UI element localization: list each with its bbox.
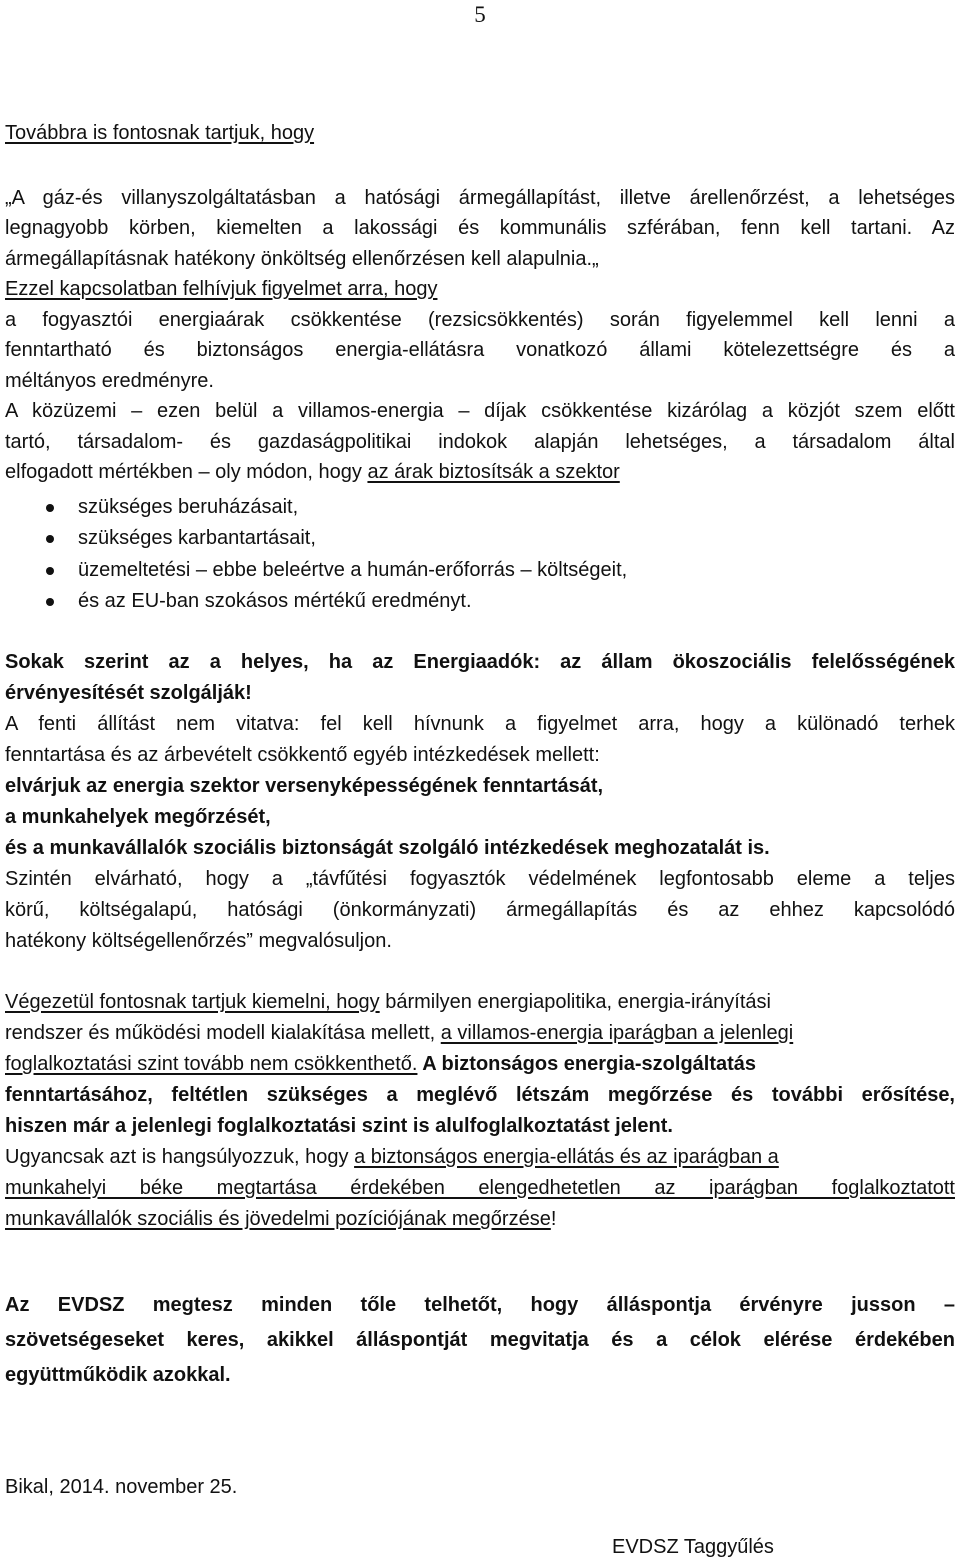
p1-line-2: fenntartható és biztonságos energia-ellátásra vonatkozó állami kötelezettségre és a [5,339,955,361]
p6-line-1-underlined: a biztonságos energia-ellátás és az iparágban a [354,1146,779,1168]
p5-line-4: fenntartásához, feltétlen szükséges a meglévő létszám megőrzése és további erősítése, [5,1084,955,1106]
p5-line-1-underlined: Végezetül fontosnak tartjuk kiemelni, hogy [5,991,380,1013]
p3-line-1: A fenti állítást nem vitatva: fel kell hívnunk a figyelmet arra, hogy a különadó terhek [5,713,955,735]
place-date: Bikal, 2014. november 25. [5,1476,238,1498]
p5-line-1-plain: bármilyen energiapolitika, energia-irányítási [379,991,771,1013]
page-number: 5 [474,2,486,27]
p3-line-2: fenntartása és az árbevételt csökkentő egyéb intézkedések mellett: [5,744,600,766]
bold1-line-1: Sokak szerint az a helyes, ha az Energiaadók: az állam ökoszociális felelősségének [5,651,955,673]
heading: Továbbra is fontosnak tartjuk, hogy [5,122,315,144]
p4-line-3: hatékony költségellenőrzés” megvalósuljon. [5,930,392,952]
p4-line-2: körű, költségalapú, hatósági (önkormányzati) ármegállapítás és az ehhez kapcsolódó [5,899,955,921]
p6-line-2: munkahelyi béke megtartása érdekében elengedhetetlen az iparágban foglalkoztatott [5,1177,955,1199]
p5-line-5: hiszen már a jelenlegi foglalkoztatási szint is alulfoglalkoztatást jelent. [5,1115,673,1137]
quote-line-3: ármegállapításnak hatékony önköltség ellenőrzésen kell alapulnia.„ [5,248,599,270]
bullet-dot-icon [46,567,54,575]
closing-line-3: együttműködik azokkal. [5,1364,231,1386]
p2-line-1: A közüzemi – ezen belül a villamos-energia – díjak csökkentése kizárólag a közjót szem előtt [5,400,955,422]
p5-line-2 [5,1018,955,1049]
quote-line-2: legnagyobb körben, kiemelten a lakossági és kommunális szférában, fenn kell tartani. Az [5,217,955,239]
p1-line-1: a fogyasztói energiaárak csökkentése (rezsicsökkentés) során figyelemmel kell lenni a [5,309,955,331]
p5-line-3-bold: A biztonságos energia-szolgáltatás [417,1053,757,1075]
bullet-dot-icon [46,598,54,606]
bullet-dot-icon [46,535,54,543]
bold1-line-2: érvényesítését szolgálják! [5,682,252,704]
p1-intro: Ezzel kapcsolatban felhívjuk figyelmet arra, hogy [5,278,438,300]
p6-line-1-plain: Ugyancsak azt is hangsúlyozzuk, hogy [5,1146,355,1168]
bold2-line-1: elvárjuk az energia szektor versenyképességének fenntartását, [5,775,604,797]
closing-line-1: Az EVDSZ megtesz minden tőle telhetőt, hogy álláspontja érvényre jusson – [5,1294,955,1316]
closing-line-2: szövetségeseket keres, akikkel álláspontját megvitatja és a célok elérése érdekében [5,1329,955,1351]
bullet-dot-icon [46,504,54,512]
p6-line-3-underlined: munkavállalók szociális és jövedelmi pozíciójának megőrzése [5,1208,551,1230]
p2-line-3-underlined: az árak biztosítsák a szektor [367,461,620,483]
p2-line-3 [5,457,955,488]
p5-line-1 [5,987,955,1018]
p6-line-3 [5,1204,955,1235]
p6-line-1 [5,1142,955,1173]
bold2-line-3: és a munkavállalók szociális biztonságát szolgáló intézkedések meghozatalát is. [5,837,770,859]
p5-line-3 [5,1049,955,1080]
quote-line-1: „A gáz-és villanyszolgáltatásban a hatósági ármegállapítást, illetve árellenőrzést, a lehetséges [5,187,955,209]
p5-line-2-plain: rendszer és működési modell kialakítása mellett, [5,1022,441,1044]
p6-line-3-plain: ! [550,1208,557,1230]
p2-line-3-plain: elfogadott mértékben – oly módon, hogy [5,461,368,483]
p2-line-2: tartó, társadalom- és gazdaságpolitikai indokok alapján lehetséges, a társadalom által [5,431,955,453]
p4-line-1: Szintén elvárható, hogy a „távfűtési fogyasztók védelmének legfontosabb eleme a teljes [5,868,955,890]
p1-line-3: méltányos eredményre. [5,370,214,392]
document-page: 5 Továbbra is fontosnak tartjuk, hogy „A gáz-és villanyszolgáltatásban a hatósági ármegállapítást, illetve árellenőrzést, a lehetséges legnagyobb körben, kiemelten a lakossági és kommunális szférában, fenn kell tartani. Az ármegállapításnak hatékony önköltség ellenőrzésen kell alapulnia.„ Ezzel kapcsolatban felhívjuk figyelmet arra, hogy a fogyasztói energiaárak csökkentése (rezsicsökkentés) során figyelemmel kell lenni a fenntartható és biztonságos energia-ellátásra vonatkozó állami kötelezettségre és a méltányos eredményre. A közüzemi – ezen belül a villamos-energia – díjak csökkentése kizárólag a közjót szem előtt tartó, társadalom- és gazdaságpolitikai indokok alapján lehetséges, a társadalom által elfogadott mértékben – oly módon, hogy az árak biztosítsák a szektor szükséges beruházásait, szükséges karbantartásait, üzemeltetési – ebbe beleértve a humán-erőforrás – költségeit, és az EU-ban szokásos mértékű eredményt. Sokak szerint az a helyes, ha az Energiaadók: az állam ökoszociális felelősségének érvényesítését szolgálják! A fenti állítást nem vitatva: fel kell hívnunk a figyelmet arra, hogy a különadó terhek fenntartása és az árbevételt csökkentő egyéb intézkedések mellett: elvárjuk az energia szektor versenyképességének fenntartását, a munkahelyek megőrzését, és a munkavállalók szociális biztonságát szolgáló intézkedések meghozatalát is. Szintén elvárható, hogy a „távfűtési fogyasztók védelmének legfontosabb eleme a teljes körű, költségalapú, hatósági (önkormányzati) ármegállapítás és az ehhez kapcsolódó hatékony költségellenőrzés” megvalósuljon. Végezetül fontosnak tartjuk kiemelni, hogy bármilyen energiapolitika, energia-irányítási rendszer és működési modell kialakítása mellett, a villamos-energia iparágban a jelenlegi foglalkoztatási szint tovább nem csökkenthető. A biztonságos energia-szolgáltatás fenntartásához, feltétlen szükséges a meglévő létszám megőrzése és további erősítése, hiszen már a jelenlegi foglalkoztatási szint is alulfoglalkoztatást jelent. Ugyancsak azt is hangsúlyozzuk, hogy a biztonságos energia-ellátás és az iparágban a munkahelyi béke megtartása érdekében elengedhetetlen az iparágban foglalkoztatott munkavállalók szociális és jövedelmi pozíciójának megőrzése! Az EVDSZ megtesz minden tőle telhetőt, hogy álláspontja érvényre jusson – szövetségeseket keres, akikkel álláspontját megvitatja és a célok elérése érdekében együttműködik azokkal. Bikal, 2014. november 25. EVDSZ Taggyűlés [0,0,960,1565]
p5-line-2-underlined: a villamos-energia iparágban a jelenlegi [440,1022,794,1044]
bold2-line-2: a munkahelyek megőrzését, [5,806,271,828]
p5-line-3-underlined: foglalkoztatási szint tovább nem csökkenthető. [5,1053,418,1075]
signature: EVDSZ Taggyűlés [612,1536,774,1558]
